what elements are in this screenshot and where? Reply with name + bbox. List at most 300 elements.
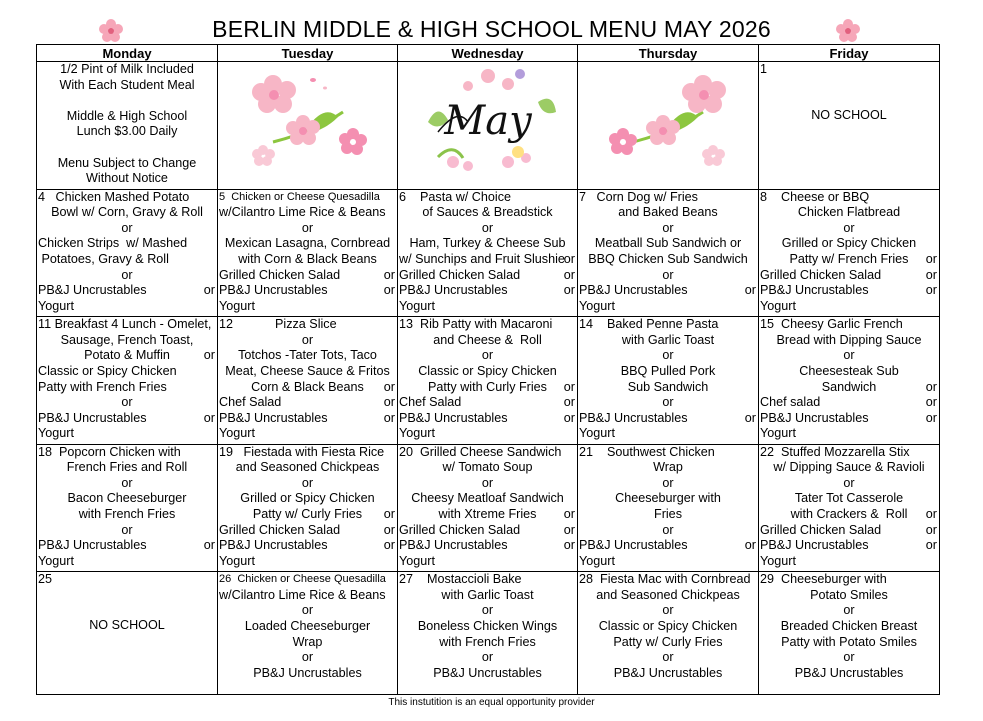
footer-note: This instutition is an equal opportunity provider: [388, 697, 595, 708]
menu-item-text: 27 Mostaccioli Bake: [399, 572, 522, 587]
menu-item-text: PB&J Uncrustables: [760, 538, 869, 553]
menu-line: [218, 666, 397, 682]
menu-line: [759, 491, 939, 507]
menu-item-text: PB&J Uncrustables: [399, 538, 508, 553]
menu-item-text: 14 Baked Penne Pasta: [579, 317, 719, 332]
menu-item-text: Potatoes, Gravy & Roll: [38, 251, 169, 266]
menu-line: [398, 252, 577, 268]
or-label: or: [563, 507, 575, 522]
menu-line: [578, 268, 758, 284]
menu-line: [37, 190, 217, 206]
menu-line: [218, 348, 397, 364]
menu-line: [37, 317, 217, 333]
or-label: or: [563, 251, 575, 266]
menu-item-text: with Corn & Black Beans: [238, 251, 377, 266]
menu-item-text: Yogurt: [219, 553, 255, 568]
menu-item-text: Grilled Chicken Salad: [219, 267, 341, 282]
menu-line: [578, 348, 758, 364]
menu-line: [759, 460, 939, 476]
menu-line: [37, 205, 217, 221]
or-label: or: [383, 507, 395, 522]
menu-line: [37, 252, 217, 268]
menu-line: [218, 491, 397, 507]
menu-item-text: Grilled Chicken Salad: [219, 522, 341, 537]
day-cell: [398, 572, 578, 695]
date-number: 25: [38, 572, 53, 587]
day-header-wednesday: Wednesday: [398, 45, 578, 62]
menu-line: [398, 619, 577, 635]
week-row: [37, 317, 940, 445]
menu-line: [578, 554, 758, 570]
menu-line: [578, 190, 758, 206]
menu-item-text: PB&J Uncrustables: [760, 283, 869, 298]
menu-line: [218, 572, 397, 588]
menu-item-text: PB&J Uncrustables: [38, 410, 147, 425]
flower-art-cell: [218, 62, 398, 190]
info-note: [37, 62, 217, 187]
menu-item-text: Patty w/ Curly Fries: [613, 634, 723, 649]
menu-item-text: Meat, Cheese Sauce & Fritos: [225, 363, 390, 378]
menu-line: [759, 554, 939, 570]
menu-item-text: or: [662, 522, 674, 537]
day-cell: [578, 317, 759, 445]
menu-item-text: or: [843, 475, 855, 490]
menu-item-text: Yogurt: [760, 298, 796, 313]
menu-line: [759, 190, 939, 206]
menu-item-text: 22 Stuffed Mozzarella Stix: [760, 444, 910, 459]
menu-item-text: PB&J Uncrustables: [613, 665, 723, 680]
menu-line: [759, 268, 939, 284]
menu-item-text: and Baked Beans: [618, 205, 718, 220]
menu-line: [759, 411, 939, 427]
menu-item-text: w/Cilantro Lime Rice & Beans: [219, 587, 386, 602]
menu-line: [759, 666, 939, 682]
day-cell: [37, 189, 218, 317]
day-cell: [759, 189, 940, 317]
menu-item-text: BBQ Chicken Sub Sandwich: [588, 251, 748, 266]
menu-item-text: Patty with French Fries: [38, 379, 167, 394]
menu-item-text: Sandwich: [821, 379, 877, 394]
menu-line: [759, 445, 939, 461]
no-school-label: NO SCHOOL: [89, 617, 165, 632]
day-cell: [218, 317, 398, 445]
menu-item-text: Totchos -Tater Tots, Taco: [238, 348, 377, 363]
menu-line: [578, 299, 758, 315]
menu-line: [759, 317, 939, 333]
menu-line: [398, 445, 577, 461]
or-label: or: [383, 379, 395, 394]
menu-item-text: 8 Cheese or BBQ: [760, 189, 870, 204]
menu-line: [218, 635, 397, 651]
menu-line: [578, 619, 758, 635]
menu-line: [218, 476, 397, 492]
menu-item-text: or: [662, 650, 674, 665]
or-label: or: [203, 410, 215, 425]
menu-item-text: or: [301, 332, 314, 347]
day-cell: [759, 317, 940, 445]
menu-line: [759, 619, 939, 635]
menu-item-text: and Seasoned Chickpeas: [596, 587, 740, 602]
menu-item-text: or: [843, 650, 855, 665]
menu-item-text: Potato Smiles: [810, 587, 888, 602]
menu-line: [37, 364, 217, 380]
menu-line: [218, 205, 397, 221]
menu-line: [578, 205, 758, 221]
menu-line: [398, 426, 577, 442]
day-header-friday: Friday: [759, 45, 940, 62]
or-label: or: [383, 410, 395, 425]
or-label: or: [563, 283, 575, 298]
menu-line: [398, 395, 577, 411]
menu-item-text: or: [301, 475, 314, 490]
menu-item-text: Yogurt: [219, 298, 255, 313]
menu-line: [218, 411, 397, 427]
menu-line: [218, 588, 397, 604]
info-line: With Each Student Meal: [59, 77, 195, 92]
day-cell: [218, 189, 398, 317]
day-header-tuesday: Tuesday: [218, 45, 398, 62]
menu-item-text: Chef salad: [760, 395, 821, 410]
menu-line: [578, 380, 758, 396]
menu-item-text: PB&J Uncrustables: [399, 283, 508, 298]
menu-item-text: or: [121, 475, 133, 490]
menu-item-text: Chef Salad: [399, 395, 462, 410]
menu-line: [398, 299, 577, 315]
menu-line: [578, 603, 758, 619]
day-cell: [37, 317, 218, 445]
or-label: or: [563, 395, 575, 410]
menu-line: [398, 588, 577, 604]
menu-line: [398, 380, 577, 396]
menu-item-text: PB&J Uncrustables: [794, 665, 904, 680]
menu-item-text: Bacon Cheeseburger: [67, 491, 187, 506]
day-cell-may-1: [759, 62, 940, 190]
menu-item-text: Breaded Chicken Breast: [780, 619, 918, 634]
day-header-thursday: Thursday: [578, 45, 759, 62]
menu-line: [218, 283, 397, 299]
day-cell: [218, 572, 398, 695]
day-cell: [398, 444, 578, 572]
or-label: or: [744, 410, 756, 425]
or-label: or: [383, 538, 395, 553]
menu-line: [37, 507, 217, 523]
menu-line: [218, 426, 397, 442]
menu-line: [398, 364, 577, 380]
menu-item-text: of Sauces & Breadstick: [422, 205, 553, 220]
menu-line: [398, 333, 577, 349]
menu-line: [218, 364, 397, 380]
menu-line: [759, 588, 939, 604]
menu-item-text: 18 Popcorn Chicken with: [38, 444, 181, 459]
menu-item-text: 26 Chicken or Cheese Quesadilla: [219, 573, 386, 586]
menu-item-text: Corn & Black Beans: [251, 379, 364, 394]
menu-line: [398, 283, 577, 299]
menu-item-text: Classic or Spicy Chicken: [418, 363, 557, 378]
menu-item-text: 6 Pasta w/ Choice: [399, 189, 511, 204]
info-line: Lunch $3.00 Daily: [76, 124, 178, 139]
menu-item-text: Fries: [654, 507, 682, 522]
menu-item-text: 20 Grilled Cheese Sandwich: [399, 444, 562, 459]
menu-item-text: Grilled or Spicy Chicken: [240, 491, 375, 506]
menu-line: [398, 348, 577, 364]
menu-line: [398, 476, 577, 492]
menu-item-text: Patty w/ Curly Fries: [252, 507, 363, 522]
menu-line: [37, 426, 217, 442]
menu-line: [759, 426, 939, 442]
menu-line: [398, 650, 577, 666]
menu-item-text: or: [121, 522, 133, 537]
or-label: or: [383, 395, 395, 410]
menu-item-text: 4 Chicken Mashed Potato: [38, 189, 190, 204]
or-label: or: [744, 538, 756, 553]
menu-item-text: or: [481, 475, 494, 490]
menu-line: [398, 538, 577, 554]
menu-line: [218, 460, 397, 476]
menu-item-text: or: [481, 603, 494, 618]
menu-item-text: Yogurt: [579, 426, 615, 441]
menu-item-text: Grilled Chicken Salad: [760, 267, 882, 282]
menu-item-text: w/ Dipping Sauce & Ravioli: [773, 460, 925, 475]
menu-item-text: 15 Cheesy Garlic French: [760, 317, 903, 332]
menu-item-text: Boneless Chicken Wings: [417, 619, 558, 634]
or-label: or: [925, 395, 937, 410]
menu-line: [37, 333, 217, 349]
menu-item-text: or: [662, 220, 674, 235]
menu-line: [578, 507, 758, 523]
menu-item-text: Meatball Sub Sandwich or: [594, 236, 742, 251]
flower-art-cell: [578, 62, 759, 190]
or-label: or: [925, 410, 937, 425]
menu-item-text: French Fries and Roll: [66, 460, 188, 475]
may-art-cell: [398, 62, 578, 190]
menu-line: [37, 283, 217, 299]
menu-item-text: with Garlic Toast: [621, 332, 715, 347]
menu-line: [759, 283, 939, 299]
menu-item-text: and Cheese & Roll: [433, 332, 542, 347]
menu-item-text: or: [121, 395, 133, 410]
menu-item-text: with Xtreme Fries: [438, 507, 537, 522]
menu-line: [759, 348, 939, 364]
menu-line: [218, 445, 397, 461]
menu-line: [578, 523, 758, 539]
menu-item-text: or: [662, 475, 674, 490]
menu-item-text: or: [301, 650, 314, 665]
menu-line: [578, 635, 758, 651]
menu-item-text: PB&J Uncrustables: [579, 410, 688, 425]
page-title: BERLIN MIDDLE & HIGH SCHOOL MENU MAY 2026: [212, 16, 771, 42]
week-row: [37, 444, 940, 572]
menu-line: [218, 538, 397, 554]
menu-item-text: Mexican Lasagna, Cornbread: [224, 236, 391, 251]
menu-item-text: 11 Breakfast 4 Lunch - Omelet,: [38, 317, 212, 332]
menu-line: [578, 460, 758, 476]
menu-item-text: w/ Tomato Soup: [442, 460, 533, 475]
menu-line: [37, 268, 217, 284]
may-script-text: May: [443, 98, 532, 144]
menu-line: [218, 507, 397, 523]
menu-line: [37, 445, 217, 461]
menu-line: [398, 411, 577, 427]
menu-line: [759, 205, 939, 221]
menu-line: [578, 364, 758, 380]
menu-item-text: Patty w/ French Fries: [789, 251, 909, 266]
menu-item-text: Yogurt: [38, 426, 74, 441]
menu-line: [578, 538, 758, 554]
menu-item-text: PB&J Uncrustables: [579, 283, 688, 298]
menu-item-text: PB&J Uncrustables: [219, 283, 328, 298]
menu-line: [759, 333, 939, 349]
menu-item-text: with Garlic Toast: [441, 587, 534, 602]
menu-item-text: Yogurt: [399, 553, 435, 568]
menu-item-text: or: [301, 603, 314, 618]
day-cell: [218, 444, 398, 572]
day-cell: [759, 572, 940, 695]
menu-item-text: Grilled Chicken Salad: [760, 522, 882, 537]
menu-line: [578, 588, 758, 604]
menu-line: [37, 538, 217, 554]
or-label: or: [563, 267, 575, 282]
week-row: [37, 189, 940, 317]
or-label: or: [744, 283, 756, 298]
menu-line: [218, 252, 397, 268]
may-illustration: [408, 62, 568, 174]
menu-line: [37, 476, 217, 492]
menu-item-text: Yogurt: [399, 298, 435, 313]
menu-item-text: Ham, Turkey & Cheese Sub: [409, 236, 566, 251]
menu-line: [218, 380, 397, 396]
or-label: or: [925, 267, 937, 282]
menu-item-text: BBQ Pulled Pork: [620, 363, 716, 378]
menu-item-text: Cheesesteak Sub: [799, 363, 899, 378]
menu-line: [37, 491, 217, 507]
menu-line: [218, 299, 397, 315]
menu-line: [398, 205, 577, 221]
no-school-label: NO SCHOOL: [811, 107, 887, 122]
menu-line: [218, 236, 397, 252]
menu-item-text: 12 Pizza Slice: [219, 317, 337, 332]
day-cell-may-25: [37, 572, 218, 695]
menu-line: [218, 333, 397, 349]
menu-item-text: PB&J Uncrustables: [219, 538, 328, 553]
menu-item-text: with Crackers & Roll: [790, 507, 908, 522]
menu-item-text: 21 Southwest Chicken: [579, 444, 715, 459]
menu-line: [37, 236, 217, 252]
menu-line: [218, 650, 397, 666]
menu-item-text: or: [481, 650, 494, 665]
menu-line: [578, 426, 758, 442]
menu-item-text: PB&J Uncrustables: [399, 410, 508, 425]
menu-item-text: Wrap: [653, 460, 683, 475]
menu-item-text: Loaded Cheeseburger: [244, 619, 371, 634]
menu-item-text: or: [843, 220, 855, 235]
or-label: or: [925, 507, 937, 522]
menu-item-text: 19 Fiestada with Fiesta Rice: [219, 444, 385, 459]
menu-item-text: Potato & Muffin: [84, 348, 170, 363]
menu-item-text: Yogurt: [760, 426, 796, 441]
menu-item-text: or: [843, 603, 855, 618]
menu-item-text: PB&J Uncrustables: [38, 283, 147, 298]
menu-item-text: or: [662, 348, 674, 363]
menu-item-text: Chicken Flatbread: [797, 205, 901, 220]
menu-line: [578, 445, 758, 461]
week-row: [37, 572, 940, 695]
or-label: or: [563, 410, 575, 425]
flower-illustration: [233, 62, 383, 172]
menu-line: [398, 221, 577, 237]
menu-line: [759, 603, 939, 619]
menu-line: [759, 572, 939, 588]
menu-line: [398, 491, 577, 507]
menu-item-text: or: [843, 348, 855, 363]
menu-line: [398, 190, 577, 206]
menu-line: [578, 666, 758, 682]
or-label: or: [925, 251, 937, 266]
menu-item-text: and Seasoned Chickpeas: [235, 460, 380, 475]
menu-item-text: Sub Sandwich: [627, 379, 709, 394]
menu-line: [759, 476, 939, 492]
menu-line: [398, 603, 577, 619]
menu-item-text: or: [121, 267, 133, 282]
info-cell: [37, 62, 218, 190]
day-header-monday: Monday: [37, 45, 218, 62]
menu-line: [578, 411, 758, 427]
menu-line: [578, 395, 758, 411]
menu-line: [398, 666, 577, 682]
menu-item-text: Chef Salad: [219, 395, 282, 410]
menu-line: [37, 523, 217, 539]
menu-calendar: [36, 44, 940, 695]
menu-item-text: or: [301, 220, 314, 235]
menu-line: [578, 317, 758, 333]
menu-item-text: 7 Corn Dog w/ Fries: [579, 189, 698, 204]
menu-item-text: 13 Rib Patty with Macaroni: [399, 317, 553, 332]
day-cell: [578, 189, 759, 317]
menu-line: [578, 650, 758, 666]
menu-item-text: Grilled or Spicy Chicken: [781, 236, 917, 251]
menu-line: [37, 380, 217, 396]
menu-item-text: or: [481, 220, 494, 235]
menu-item-text: 28 Fiesta Mac with Cornbread: [579, 572, 751, 587]
menu-item-text: PB&J Uncrustables: [253, 665, 362, 680]
or-label: or: [925, 522, 937, 537]
menu-item-text: Classic or Spicy Chicken: [598, 619, 738, 634]
day-cell: [37, 444, 218, 572]
menu-item-text: Yogurt: [38, 553, 74, 568]
day-cell: [578, 572, 759, 695]
menu-item-text: or: [481, 348, 494, 363]
menu-line: [578, 252, 758, 268]
menu-line: [398, 572, 577, 588]
flower-illustration: [593, 62, 743, 172]
menu-item-text: Yogurt: [579, 298, 615, 313]
menu-line: [398, 635, 577, 651]
menu-line: [398, 460, 577, 476]
menu-line: [759, 538, 939, 554]
menu-line: [37, 348, 217, 364]
menu-line: [578, 476, 758, 492]
menu-item-text: PB&J Uncrustables: [579, 538, 688, 553]
menu-line: [218, 603, 397, 619]
or-label: or: [383, 522, 395, 537]
menu-item-text: Chicken Strips w/ Mashed: [38, 236, 188, 251]
info-line: Menu Subject to Change: [57, 155, 197, 170]
menu-item-text: or: [662, 267, 674, 282]
menu-line: [218, 268, 397, 284]
menu-line: [37, 299, 217, 315]
menu-line: [759, 221, 939, 237]
menu-item-text: Patty with Curly Fries: [428, 379, 547, 394]
day-cell: [759, 444, 940, 572]
